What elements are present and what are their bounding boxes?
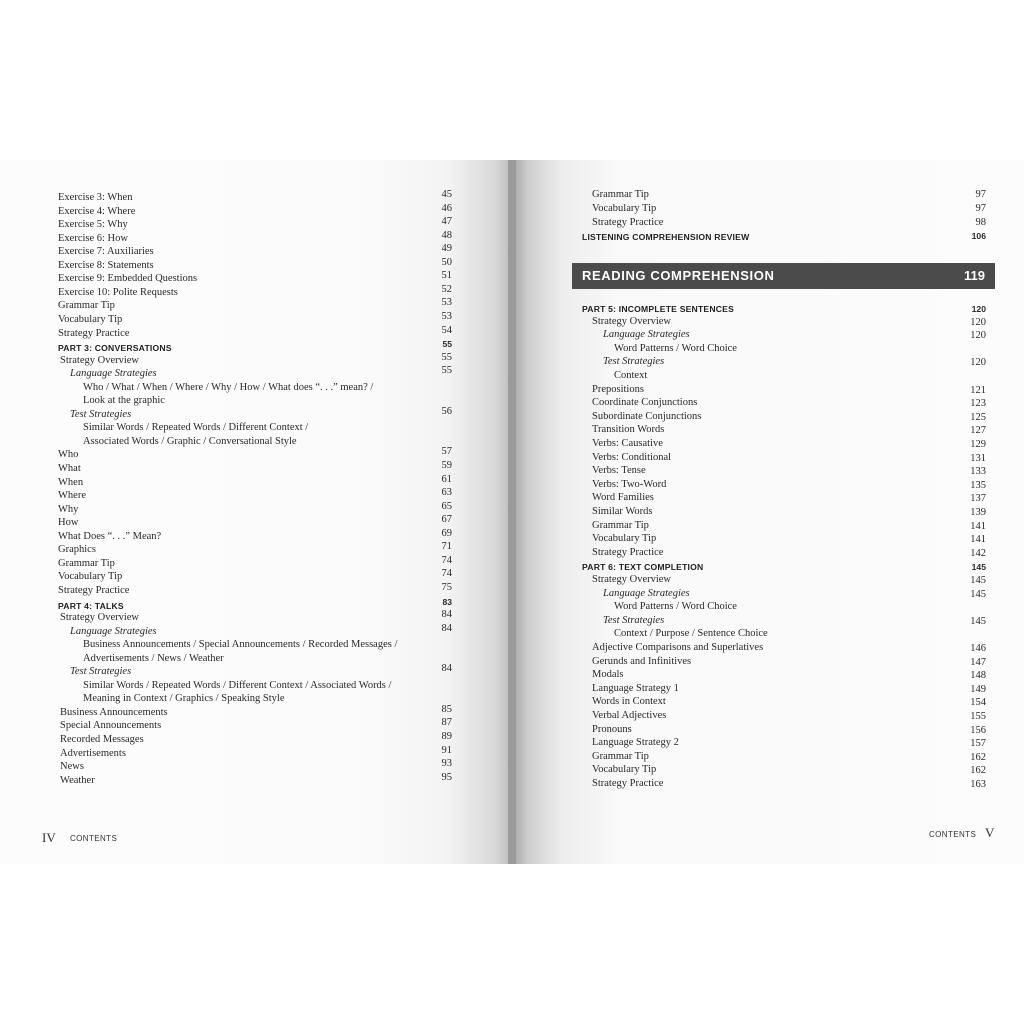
toc-page-number: 146 bbox=[970, 643, 986, 654]
toc-page-number: 120 bbox=[970, 316, 986, 328]
toc-entry: Verbs: Conditional bbox=[592, 451, 672, 463]
toc-page-number: 145 bbox=[971, 562, 986, 573]
toc-entry: Advertisements bbox=[60, 747, 126, 759]
toc-section-heading: PART 4: TALKS bbox=[58, 600, 124, 611]
toc-subheading: Test Strategies bbox=[603, 356, 665, 368]
toc-entry: Strategy Practice bbox=[58, 327, 130, 339]
right-running-footer: CONTENTS bbox=[929, 830, 977, 839]
toc-page-number: 45 bbox=[441, 189, 452, 200]
toc-entry: Similar Words bbox=[592, 506, 653, 517]
toc-page-number: 55 bbox=[442, 339, 452, 350]
toc-page-number: 139 bbox=[970, 507, 986, 518]
left-running-footer: CONTENTS bbox=[70, 834, 118, 843]
toc-entry: Associated Words / Graphic / Conversational Style bbox=[83, 435, 297, 447]
toc-page-number: 97 bbox=[975, 202, 986, 214]
toc-entry: Exercise 8: Statements bbox=[58, 259, 154, 271]
toc-entry: Strategy Practice bbox=[592, 546, 664, 558]
toc-entry: When bbox=[58, 476, 84, 488]
toc-page-number: 145 bbox=[970, 615, 986, 627]
toc-page-number: 142 bbox=[970, 547, 986, 559]
toc-page-number: 141 bbox=[970, 520, 986, 532]
toc-page-number: 53 bbox=[441, 297, 452, 309]
toc-entry: Exercise 7: Auxiliaries bbox=[58, 246, 154, 258]
toc-entry: Strategy Overview bbox=[592, 315, 672, 327]
toc-entry: Exercise 5: Why bbox=[58, 219, 128, 231]
toc-page-number: 53 bbox=[441, 310, 452, 322]
toc-page-number: 131 bbox=[970, 452, 986, 464]
toc-entry: Recorded Messages bbox=[60, 734, 144, 745]
toc-entry: Who / What / When / Where / Why / How / What does “. . .” mean? / bbox=[83, 381, 374, 393]
toc-page-number: 55 bbox=[441, 351, 452, 363]
toc-page-number: 57 bbox=[441, 446, 452, 458]
right-page-number: V bbox=[985, 825, 995, 840]
toc-page-number: 67 bbox=[441, 514, 452, 526]
toc-page-number: 91 bbox=[441, 744, 452, 756]
toc-entry: Transition Words bbox=[592, 424, 665, 436]
toc-entry: Exercise 9: Embedded Questions bbox=[58, 273, 198, 285]
toc-entry: Grammar Tip bbox=[592, 519, 649, 531]
toc-page-number: 84 bbox=[441, 663, 452, 675]
toc-page-number: 52 bbox=[441, 283, 452, 295]
toc-subheading: Test Strategies bbox=[603, 614, 665, 626]
toc-entry: Vocabulary Tip bbox=[592, 764, 657, 776]
toc-page-number: 123 bbox=[970, 398, 986, 410]
toc-entry: Pronouns bbox=[592, 723, 632, 735]
toc-entry: Business Announcements / Special Announcements / Recorded Messages / bbox=[83, 639, 398, 651]
toc-page-number: 149 bbox=[970, 683, 986, 695]
toc-page-number: 95 bbox=[441, 771, 452, 783]
toc-entry: Why bbox=[58, 503, 79, 515]
toc-entry: Weather bbox=[60, 774, 95, 786]
toc-entry: Exercise 6: How bbox=[58, 232, 128, 244]
toc-page-number: 75 bbox=[441, 581, 452, 593]
toc-entry: Verbs: Tense bbox=[592, 465, 646, 477]
section-band-page: 119 bbox=[964, 268, 985, 283]
toc-section-heading: PART 3: CONVERSATIONS bbox=[58, 343, 172, 354]
toc-entry: Strategy Practice bbox=[58, 584, 130, 596]
toc-page-number: 120 bbox=[970, 330, 986, 342]
toc-page-number: 56 bbox=[441, 405, 452, 417]
toc-entry: How bbox=[58, 517, 79, 529]
toc-page-number: 145 bbox=[970, 575, 986, 586]
toc-entry: Verbal Adjectives bbox=[592, 710, 667, 721]
section-band-reading-comprehension bbox=[572, 263, 995, 289]
toc-page-number: 129 bbox=[970, 439, 986, 450]
toc-entry: Vocabulary Tip bbox=[592, 533, 657, 545]
toc-page-number: 162 bbox=[970, 765, 986, 777]
toc-page-number: 55 bbox=[441, 365, 452, 377]
toc-entry: Language Strategy 1 bbox=[592, 682, 679, 694]
toc-entry: Word Patterns / Word Choice bbox=[614, 601, 737, 613]
toc-page-number: 148 bbox=[970, 670, 986, 682]
toc-page-number: 121 bbox=[970, 384, 986, 396]
toc-page-number: 46 bbox=[441, 202, 452, 214]
toc-page-number: 84 bbox=[441, 609, 452, 621]
toc-page-number: 65 bbox=[441, 500, 452, 512]
toc-entry: Vocabulary Tip bbox=[58, 313, 123, 325]
toc-entry: Meaning in Context / Graphics / Speaking Style bbox=[83, 693, 285, 705]
toc-page-number: 89 bbox=[441, 731, 452, 742]
toc-entry: Subordinate Conjunctions bbox=[592, 410, 702, 422]
toc-page-number: 47 bbox=[441, 216, 452, 228]
toc-entry: Look at the graphic bbox=[83, 395, 165, 407]
toc-entry: Exercise 3: When bbox=[58, 192, 133, 203]
toc-entry: Verbs: Causative bbox=[592, 438, 663, 449]
toc-page-number: 147 bbox=[970, 656, 986, 668]
toc-entry: What Does “. . .” Mean? bbox=[58, 530, 162, 542]
toc-entry: Where bbox=[58, 490, 86, 502]
toc-entry: Word Patterns / Word Choice bbox=[614, 342, 737, 354]
toc-entry: Grammar Tip bbox=[58, 300, 115, 312]
toc-entry: Graphics bbox=[58, 544, 96, 556]
toc-page-number: 127 bbox=[970, 425, 986, 437]
toc-page-number: 163 bbox=[970, 779, 986, 790]
toc-subheading: Language Strategies bbox=[70, 625, 157, 637]
toc-entry: Vocabulary Tip bbox=[58, 571, 123, 583]
toc-entry: Advertisements / News / Weather bbox=[83, 652, 224, 664]
toc-entry: Strategy Overview bbox=[60, 612, 140, 624]
toc-entry: Similar Words / Repeated Words / Different Context / Associated Words / bbox=[83, 679, 392, 691]
toc-page-number: 84 bbox=[441, 622, 452, 634]
toc-page-number: 157 bbox=[970, 738, 986, 750]
toc-page-number: 141 bbox=[970, 534, 986, 546]
toc-page-number: 71 bbox=[441, 541, 452, 553]
toc-entry: Strategy Practice bbox=[592, 216, 664, 228]
toc-subheading: Test Strategies bbox=[70, 408, 132, 420]
toc-entry: Modals bbox=[592, 669, 624, 681]
toc-page-number: 50 bbox=[441, 256, 452, 268]
toc-entry: News bbox=[60, 761, 84, 773]
toc-page-number: 120 bbox=[971, 304, 986, 314]
toc-page-number: 51 bbox=[441, 270, 452, 282]
toc-entry: Grammar Tip bbox=[592, 750, 649, 762]
toc-page-number: 156 bbox=[970, 724, 986, 736]
toc-entry: Strategy Overview bbox=[60, 354, 140, 366]
toc-page-number: 120 bbox=[970, 357, 986, 369]
toc-page-number: 145 bbox=[970, 588, 986, 600]
toc-section-heading: LISTENING COMPREHENSION REVIEW bbox=[582, 232, 750, 243]
toc-page-number: 135 bbox=[970, 479, 986, 491]
toc-entry: Context bbox=[614, 370, 648, 381]
toc-entry: Strategy Overview bbox=[592, 574, 672, 585]
toc-page-number: 83 bbox=[442, 596, 452, 607]
toc-entry: Exercise 10: Polite Requests bbox=[58, 286, 178, 298]
toc-entry: Coordinate Conjunctions bbox=[592, 397, 698, 409]
toc-page-number: 49 bbox=[441, 243, 452, 255]
toc-page-number: 85 bbox=[441, 703, 452, 715]
toc-page-number: 74 bbox=[441, 554, 452, 566]
toc-entry: Special Announcements bbox=[60, 720, 162, 732]
toc-page-number: 106 bbox=[971, 231, 986, 242]
toc-entry: Grammar Tip bbox=[58, 557, 115, 569]
book-gutter bbox=[508, 160, 516, 864]
toc-entry: Context / Purpose / Sentence Choice bbox=[614, 628, 768, 640]
toc-page-number: 48 bbox=[441, 229, 452, 241]
toc-page-number: 54 bbox=[441, 324, 452, 336]
toc-page-number: 133 bbox=[970, 466, 986, 478]
toc-entry: Words in Context bbox=[592, 696, 666, 708]
toc-entry: Verbs: Two-Word bbox=[592, 478, 667, 490]
toc-entry: Strategy Practice bbox=[592, 778, 664, 789]
toc-page-number: 162 bbox=[970, 751, 986, 763]
toc-entry: Prepositions bbox=[592, 383, 644, 395]
toc-page-number: 93 bbox=[441, 758, 452, 770]
toc-entry: Vocabulary Tip bbox=[592, 202, 657, 214]
toc-page-number: 155 bbox=[970, 711, 986, 722]
toc-page-number: 137 bbox=[970, 493, 986, 505]
toc-entry: Gerunds and Infinitives bbox=[592, 655, 692, 667]
toc-page-number: 97 bbox=[975, 189, 986, 200]
toc-page-number: 87 bbox=[441, 717, 452, 729]
toc-subheading: Test Strategies bbox=[70, 666, 132, 678]
toc-entry: Who bbox=[58, 449, 79, 461]
section-band-title: READING COMPREHENSION bbox=[582, 268, 775, 283]
toc-entry: Business Announcements bbox=[60, 706, 168, 718]
toc-page-number: 98 bbox=[975, 216, 986, 228]
toc-entry: Adjective Comparisons and Superlatives bbox=[592, 642, 764, 653]
toc-page-number: 69 bbox=[441, 527, 452, 539]
toc-page-number: 59 bbox=[441, 460, 452, 471]
toc-subheading: Language Strategies bbox=[603, 329, 690, 341]
toc-entry: What bbox=[58, 463, 81, 474]
toc-page-number: 125 bbox=[970, 411, 986, 423]
toc-subheading: Language Strategies bbox=[70, 368, 157, 380]
toc-page-number: 74 bbox=[441, 568, 452, 580]
toc-entry: Exercise 4: Where bbox=[58, 205, 136, 217]
toc-entry: Similar Words / Repeated Words / Different Context / bbox=[83, 422, 309, 434]
left-page-number: IV bbox=[42, 830, 56, 845]
toc-entry: Grammar Tip bbox=[592, 189, 649, 200]
toc-entry: Language Strategy 2 bbox=[592, 737, 679, 749]
toc-section-heading: PART 6: TEXT COMPLETION bbox=[582, 562, 704, 573]
toc-subheading: Language Strategies bbox=[603, 587, 690, 599]
toc-entry: Word Families bbox=[592, 492, 654, 504]
toc-page-number: 61 bbox=[441, 473, 452, 485]
toc-page-number: 154 bbox=[970, 697, 986, 709]
toc-page-number: 63 bbox=[441, 487, 452, 499]
toc-section-heading: PART 5: INCOMPLETE SENTENCES bbox=[582, 304, 735, 314]
